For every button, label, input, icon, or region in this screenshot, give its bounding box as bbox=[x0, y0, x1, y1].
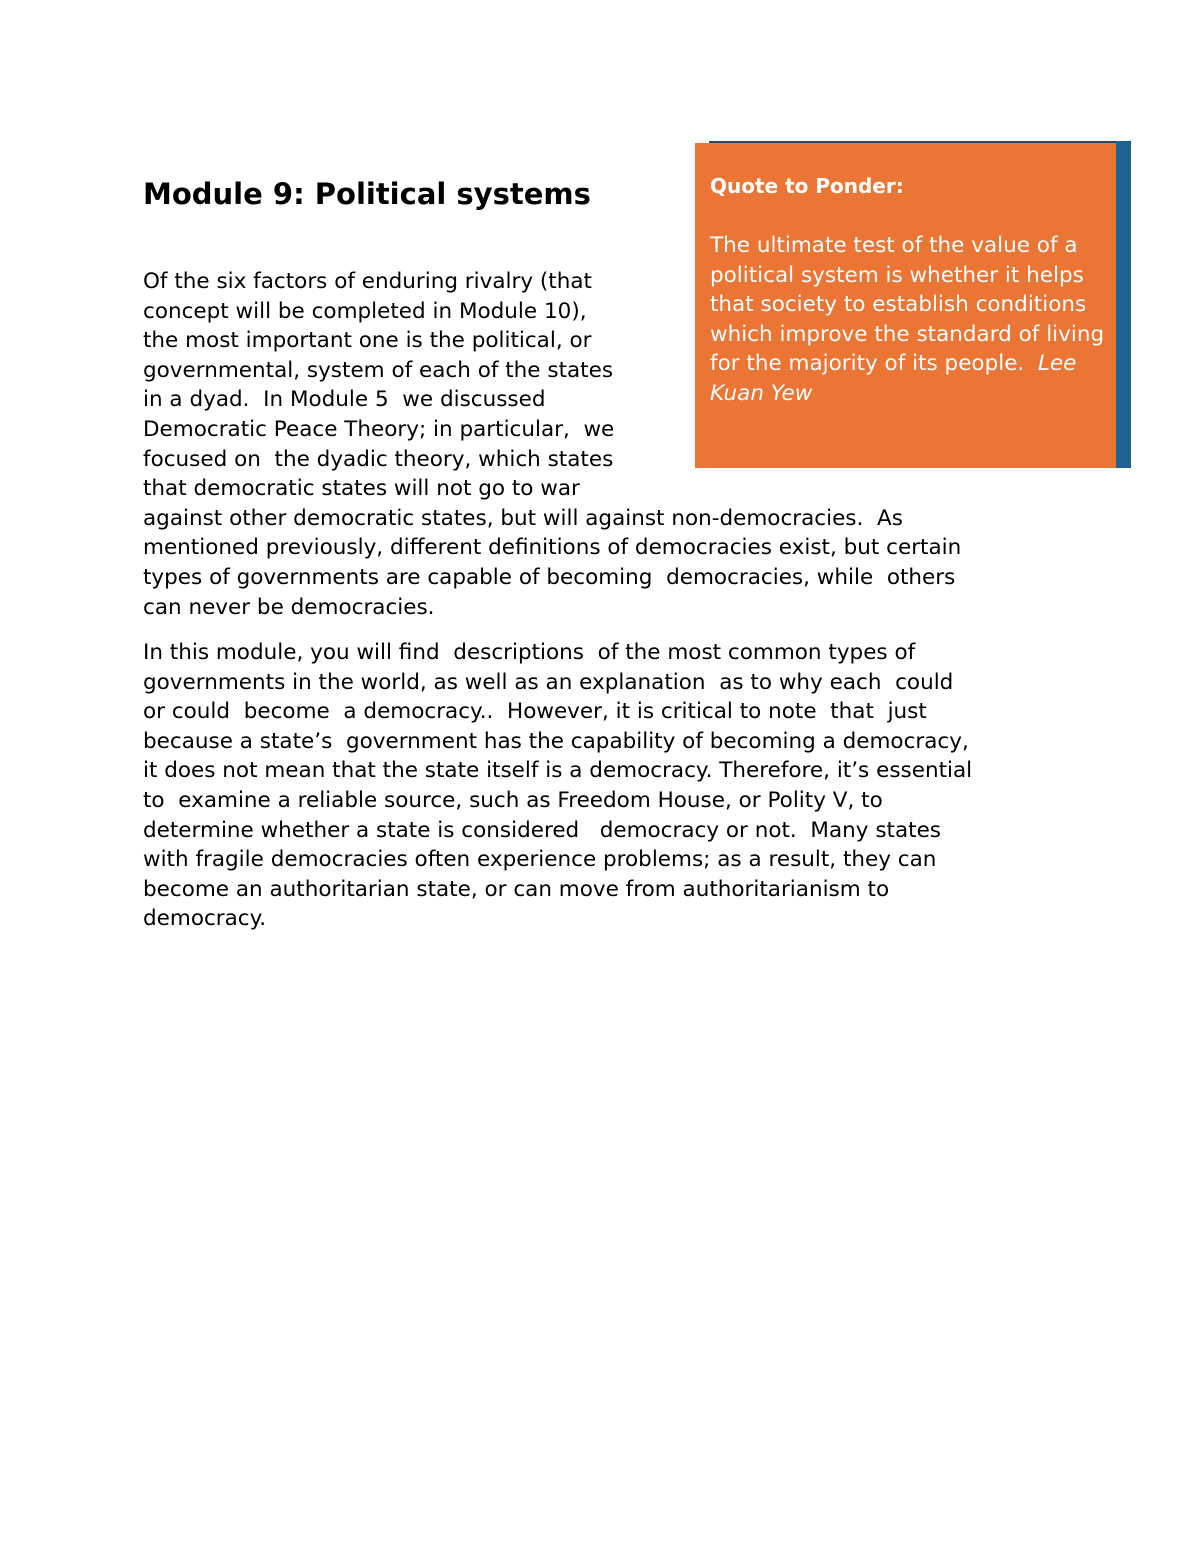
paragraph-line: Of the six factors of enduring rivalry (that bbox=[143, 269, 592, 294]
paragraph-module-overview bbox=[143, 638, 1103, 934]
paragraph-line: can never be democracies. bbox=[143, 594, 435, 620]
paragraph-line: democracy. bbox=[143, 906, 267, 932]
paragraph-line: that democratic states will not go to war bbox=[143, 476, 580, 502]
paragraph-intro bbox=[143, 267, 1103, 622]
quote-text: The ultimate test of the value of a political system is whether it helps that society to establish conditions which improve the standard of living for the majority of its people. bbox=[710, 233, 1105, 377]
paragraph-line: or could become a democracy.. However, it is critical to note that just bbox=[143, 699, 927, 725]
quote-heading: Quote to Ponder: bbox=[710, 174, 904, 198]
paragraph-line: focused on the dyadic theory, which states bbox=[143, 446, 614, 472]
quote-side-bar bbox=[1116, 141, 1131, 468]
paragraph-line: Democratic Peace Theory; in particular, we bbox=[143, 416, 615, 442]
page-title: Module 9: Political systems bbox=[143, 177, 591, 211]
paragraph-line: against other democratic states, but will against non-democracies. As bbox=[143, 505, 903, 531]
paragraph-line: to examine a reliable source, such as Freedom House, or Polity V, to bbox=[143, 787, 883, 813]
paragraph-line: mentioned previously, different definitions of democracies exist, but certain bbox=[143, 535, 962, 561]
paragraph-line: in a dyad. In Module 5 we discussed bbox=[143, 387, 546, 413]
paragraph-line: it does not mean that the state itself is a democracy. Therefore, it’s essential bbox=[143, 758, 973, 784]
paragraph-line: determine whether a state is considered democracy or not. Many states bbox=[143, 817, 942, 843]
paragraph-line: governments in the world, as well as an explanation as to why each could bbox=[143, 669, 954, 695]
paragraph-line: because a state’s government has the capability of becoming a democracy, bbox=[143, 728, 969, 754]
paragraph-line: with fragile democracies often experience problems; as a result, they can bbox=[143, 847, 937, 873]
paragraph-line: the most important one is the political, or bbox=[143, 328, 592, 354]
paragraph-line: In this module, you will find descriptions of the most common types of bbox=[143, 640, 916, 665]
quote-author: Lee Kuan Yew bbox=[710, 351, 1077, 406]
paragraph-line: governmental, system of each of the states bbox=[143, 357, 614, 383]
paragraph-line: concept will be completed in Module 10), bbox=[143, 298, 587, 324]
paragraph-line: become an authoritarian state, or can move from authoritarianism to bbox=[143, 876, 890, 902]
paragraph-line: types of governments are capable of becoming democracies, while others bbox=[143, 564, 956, 590]
